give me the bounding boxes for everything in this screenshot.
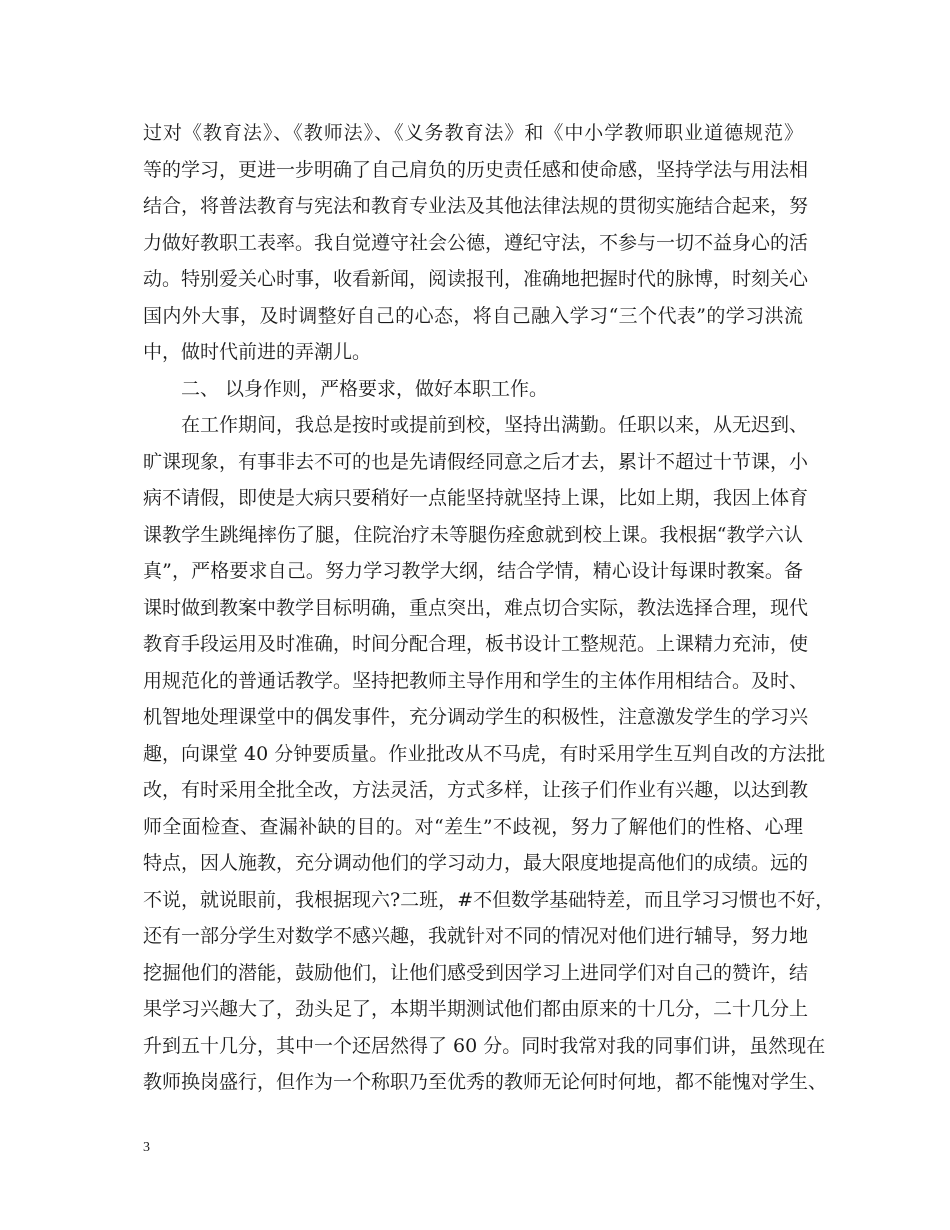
text-line: 病不请假，即使是大病只要稍好一点能坚持就坚持上课，比如上期，我因上体育 xyxy=(143,487,809,509)
text-line: 改，有时采用全批全改，方法灵活，方式多样，让孩子们作业有兴趣，以达到教 xyxy=(143,779,809,801)
section-heading: 二、 以身作则，严格要求，做好本职工作。 xyxy=(181,377,549,400)
text-line: 力做好教职工表率。我自觉遵守社会公德，遵纪守法，不参与一切不益身心的活 xyxy=(143,231,809,254)
page-number: 3 xyxy=(143,1140,150,1155)
paragraph-first-line: 在工作期间，我总是按时或提前到校，坚持出满勤。任职以来，从无迟到、 xyxy=(181,414,809,436)
text-line: 不说，就说眼前，我根据现六?二班，#不但数学基础特差，而且学习习惯也不好， xyxy=(143,888,835,911)
text-line: 等的学习，更进一步明确了自己肩负的历史责任感和使命感，坚持学法与用法相 xyxy=(143,158,809,181)
text-line: 过对《教育法》、《教师法》、《义务教育法》和《中小学教师职业道德规范》 xyxy=(143,122,803,144)
text-line: 趣，向课堂 40 分钟要质量。作业批改从不马虎，有时采用学生互判自改的方法批 xyxy=(143,742,826,765)
text-line: 特点，因人施教，充分调动他们的学习动力，最大限度地提高他们的成绩。远的 xyxy=(143,852,809,874)
text-line: 真”，严格要求自己。努力学习教学大纲，结合学情，精心设计每课时教案。备 xyxy=(143,560,803,582)
body-text xyxy=(143,115,835,1101)
text-line: 挖掘他们的潜能，鼓励他们，让他们感受到因学习上进同学们对自己的赞许，结 xyxy=(143,961,809,984)
text-line: 动。特别爱关心时事，收看新闻，阅读报刊，准确地把握时代的脉博，时刻关心 xyxy=(143,268,809,290)
text-line: 中，做时代前进的弄潮儿。 xyxy=(143,341,372,363)
text-line: 师全面检查、查漏补缺的目的。对“差生”不歧视，努力了解他们的性格、心理 xyxy=(143,815,803,838)
text-line: 升到五十几分，其中一个还居然得了 60 分。同时我常对我的同事们讲，虽然现在 xyxy=(143,1034,826,1057)
text-line: 国内外大事，及时调整好自己的心态，将自己融入学习“三个代表”的学习洪流 xyxy=(143,304,803,327)
text-line: 用规范化的普通话教学。坚持把教师主导作用和学生的主体作用相结合。及时、 xyxy=(143,669,809,692)
text-line: 课时做到教案中教学目标明确，重点突出，难点切合实际，教法选择合理，现代 xyxy=(143,596,809,619)
text-line: 教师换岗盛行，但作为一个称职乃至优秀的教师无论何时何地，都不能愧对学生、 xyxy=(143,1071,828,1093)
text-line: 旷课现象，有事非去不可的也是先请假经同意之后才去，累计不超过十节课，小 xyxy=(143,450,809,473)
text-line: 果学习兴趣大了，劲头足了，本期半期测试他们都由原来的十几分，二十几分上 xyxy=(143,998,809,1020)
text-line: 还有一部分学生对数学不感兴趣，我就针对不同的情况对他们进行辅导，努力地 xyxy=(143,925,809,947)
text-line: 结合，将普法教育与宪法和教育专业法及其他法律法规的贯彻实施结合起来，努 xyxy=(143,195,809,217)
text-line: 教育手段运用及时准确，时间分配合理，板书设计工整规范。上课精力充沛，使 xyxy=(143,633,809,655)
text-line: 机智地处理课堂中的偶发事件，充分调动学生的积极性，注意激发学生的学习兴 xyxy=(143,706,809,728)
text-line: 课教学生跳绳摔伤了腿，住院治疗未等腿伤痊愈就到校上课。我根据“教学六认 xyxy=(143,523,803,546)
